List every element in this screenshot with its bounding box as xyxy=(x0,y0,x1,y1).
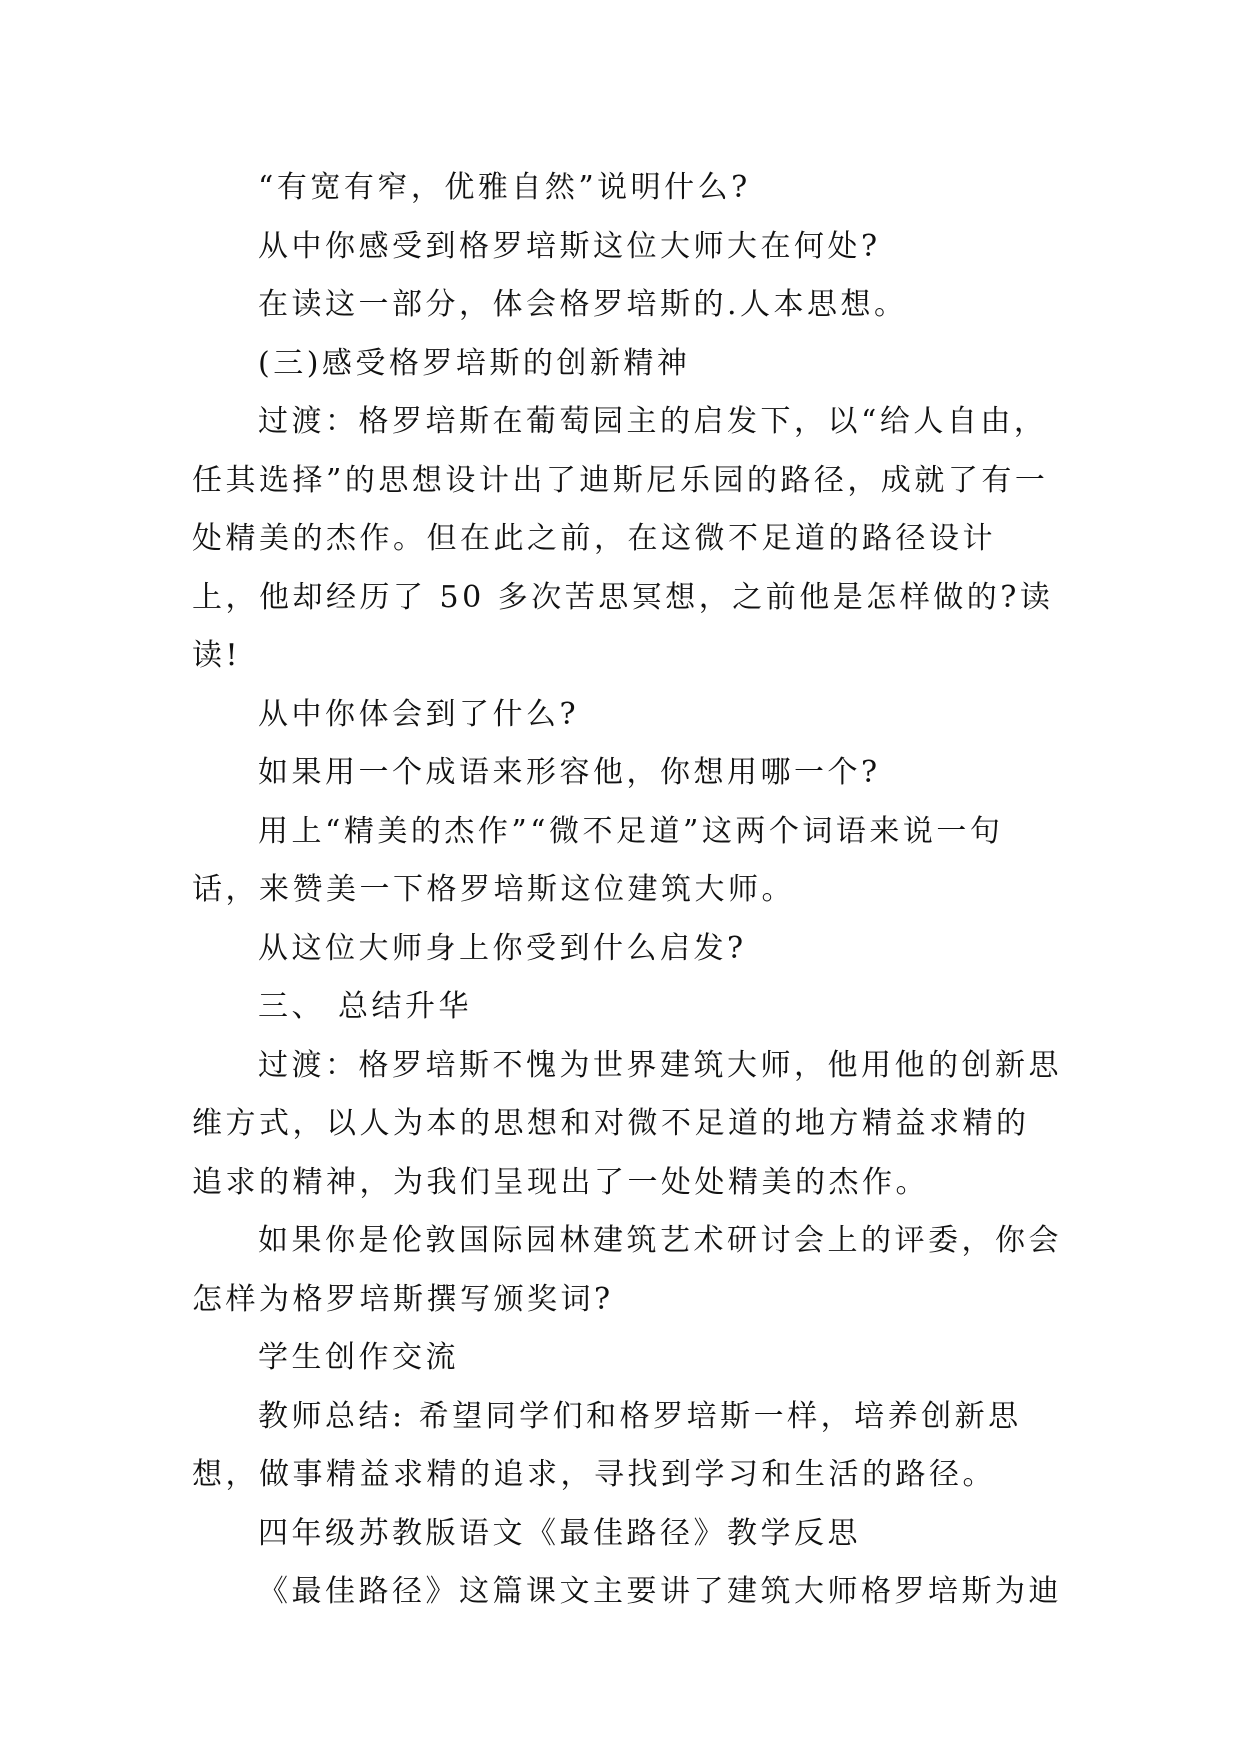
section-heading-innovation: (三)感受格罗培斯的创新精神 xyxy=(258,345,691,381)
paragraph-question-width: “有宽有窄，优雅自然”说明什么? xyxy=(258,170,751,205)
paragraph-reread-humanism: 在读这一部分，体会格罗培斯的.人本思想。 xyxy=(258,287,908,322)
reflection-title: 四年级苏教版语文《最佳路径》教学反思 xyxy=(258,1515,861,1551)
paragraph-question-inspiration: 从这位大师身上你受到什么启发? xyxy=(258,930,747,966)
paragraph-award-speech: 如果你是伦敦国际园林建筑艺术研讨会上的评委，你会怎样为格罗培斯撰写颁奖词? xyxy=(192,1223,1062,1317)
paragraph-reflection-start: 《最佳路径》这篇课文主要讲了建筑大师格罗培斯为迪 xyxy=(258,1574,1062,1609)
paragraph-student-exchange: 学生创作交流 xyxy=(258,1340,459,1375)
paragraph-question-idiom: 如果用一个成语来形容他，你想用哪一个? xyxy=(258,755,881,790)
paragraph-question-master: 从中你感受到格罗培斯这位大师大在何处? xyxy=(258,228,881,264)
paragraph-transition-summary: 过渡：格罗培斯不愧为世界建筑大师，他用他的创新思维方式，以人为本的思想和对微不足道的地方精益求精的追求的精神，为我们呈现出了一处处精美的杰作。 xyxy=(192,1047,1062,1200)
paragraph-teacher-summary: 教师总结: 希望同学们和格罗培斯一样，培养创新思想，做事精益求精的追求，寻找到学习和生活的路径。 xyxy=(192,1398,1022,1492)
paragraph-question-learned: 从中你体会到了什么? xyxy=(258,696,580,732)
section-heading-summary: 三、 总结升华 xyxy=(258,989,473,1024)
paragraph-transition-vineyard: 过渡：格罗培斯在葡萄园主的启发下，以“给人自由，任其选择”的思想设计出了迪斯尼乐园的路径，成就了有一处精美的杰作。但在此之前，在这微不足道的路径设计上，他却经历了 50 多次苦思冥想，之前他是怎样做的?读读! xyxy=(192,404,1054,673)
paragraph-sentence-task: 用上“精美的杰作”“微不足道”这两个词语来说一句话，来赞美一下格罗培斯这位建筑大师。 xyxy=(192,813,1004,907)
document-body xyxy=(192,159,1062,1622)
